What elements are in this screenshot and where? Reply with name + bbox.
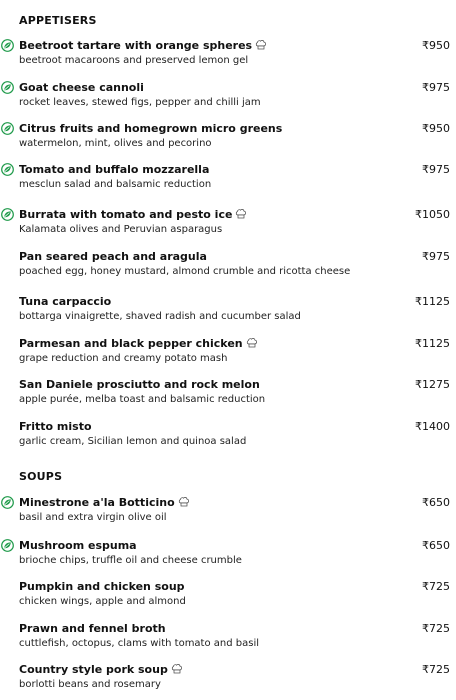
menu-item-name-text: Pan seared peach and aragula: [19, 250, 207, 263]
menu-item-name: [19, 163, 209, 176]
vegetarian-icon: [1, 496, 14, 509]
section-title: SOUPS: [19, 470, 63, 483]
menu-item-name-text: Mushroom espuma: [19, 539, 137, 552]
menu-item-name: [19, 378, 260, 391]
chef-hat-icon: [178, 496, 190, 507]
menu-item: [0, 580, 456, 616]
menu-item-name: [19, 539, 137, 552]
menu-item-price: ₹1050: [415, 208, 450, 221]
menu-item-price: ₹725: [422, 663, 450, 676]
menu-item: [0, 208, 456, 244]
menu-item-price: ₹950: [422, 39, 450, 52]
menu-item-price: ₹975: [422, 250, 450, 263]
menu-item-name-text: Parmesan and black pepper chicken: [19, 337, 243, 350]
menu-item-description: watermelon, mint, olives and pecorino: [19, 138, 212, 149]
menu-item-name-text: Citrus fruits and homegrown micro greens: [19, 122, 283, 135]
menu-item-description: beetroot macaroons and preserved lemon gel: [19, 55, 249, 66]
menu-item-price: ₹650: [422, 496, 450, 509]
menu-item-price: ₹975: [422, 163, 450, 176]
menu-item-name: [19, 663, 183, 676]
menu-item-name-text: San Daniele prosciutto and rock melon: [19, 378, 260, 391]
menu-item-price: ₹975: [422, 81, 450, 94]
menu-item-price: ₹1275: [415, 378, 450, 391]
menu-item-name-text: Prawn and fennel broth: [19, 622, 166, 635]
menu-item-description: bottarga vinaigrette, shaved radish and cucumber salad: [19, 311, 301, 322]
menu-item-description: borlotti beans and rosemary: [19, 679, 161, 690]
menu-item-price: ₹650: [422, 539, 450, 552]
menu-item-name-text: Minestrone a'la Botticino: [19, 496, 175, 509]
chef-hat-icon: [255, 39, 267, 50]
menu-item-name: [19, 295, 111, 308]
menu-item-name: [19, 580, 185, 593]
vegetarian-icon: [1, 208, 14, 221]
menu-item-name-text: Tuna carpaccio: [19, 295, 112, 308]
menu-item-description: poached egg, honey mustard, almond crumble and ricotta cheese: [19, 266, 351, 277]
menu-item-name-text: Pumpkin and chicken soup: [19, 580, 185, 593]
menu-item-price: ₹950: [422, 122, 450, 135]
chef-hat-icon: [171, 663, 183, 674]
menu-item: [0, 250, 456, 286]
menu-item-price: ₹725: [422, 580, 450, 593]
menu-item-name-text: Goat cheese cannoli: [19, 81, 144, 94]
menu-item: [0, 378, 456, 414]
menu-item-name-text: Beetroot tartare with orange spheres: [19, 39, 253, 52]
menu-item: [0, 295, 456, 331]
menu-item-description: Kalamata olives and Peruvian asparagus: [19, 224, 223, 235]
menu-item: [0, 163, 456, 199]
menu-item-price: ₹1125: [415, 295, 450, 308]
menu-item-name: [19, 122, 282, 135]
vegetarian-icon: [1, 81, 14, 94]
menu-item-description: basil and extra virgin olive oil: [19, 512, 167, 523]
menu-item: [0, 337, 456, 373]
menu-item-name: [19, 81, 144, 94]
vegetarian-icon: [1, 539, 14, 552]
menu-item-price: ₹1400: [415, 420, 450, 433]
menu-item-description: rocket leaves, stewed figs, pepper and chilli jam: [19, 97, 261, 108]
vegetarian-icon: [1, 39, 14, 52]
chef-hat-icon: [235, 208, 247, 219]
menu-item-price: ₹725: [422, 622, 450, 635]
menu-item-name: [19, 622, 166, 635]
menu-item-name-text: Country style pork soup: [19, 663, 168, 676]
menu-item-description: brioche chips, truffle oil and cheese crumble: [19, 555, 242, 566]
menu-item: [0, 663, 456, 699]
menu-item: [0, 39, 456, 75]
chef-hat-icon: [246, 337, 258, 348]
menu-item-description: apple purée, melba toast and balsamic reduction: [19, 394, 266, 405]
section-title: APPETISERS: [19, 14, 97, 27]
menu-item-description: cuttlefish, octopus, clams with tomato and basil: [19, 638, 260, 649]
menu-item-name-text: Tomato and buffalo mozzarella: [19, 163, 210, 176]
menu-item: [0, 622, 456, 658]
menu-item-price: ₹1125: [415, 337, 450, 350]
menu-item-name: [19, 208, 247, 221]
menu-item: [0, 539, 456, 575]
menu-item-description: mesclun salad and balsamic reduction: [19, 179, 212, 190]
menu-item: [0, 122, 456, 158]
menu-item-name: [19, 250, 207, 263]
menu-item: [0, 420, 456, 456]
menu-item-name: [19, 337, 258, 350]
menu-item-description: chicken wings, apple and almond: [19, 596, 186, 607]
menu-item-name: [19, 39, 267, 52]
vegetarian-icon: [1, 122, 14, 135]
menu-item: [0, 81, 456, 117]
menu-item: [0, 496, 456, 532]
menu-item-name-text: Burrata with tomato and pesto ice: [19, 208, 233, 221]
menu-item-name-text: Fritto misto: [19, 420, 92, 433]
menu-item-name: [19, 496, 190, 509]
menu-item-description: grape reduction and creamy potato mash: [19, 353, 228, 364]
vegetarian-icon: [1, 163, 14, 176]
menu-item-name: [19, 420, 92, 433]
menu-item-description: garlic cream, Sicilian lemon and quinoa salad: [19, 436, 247, 447]
